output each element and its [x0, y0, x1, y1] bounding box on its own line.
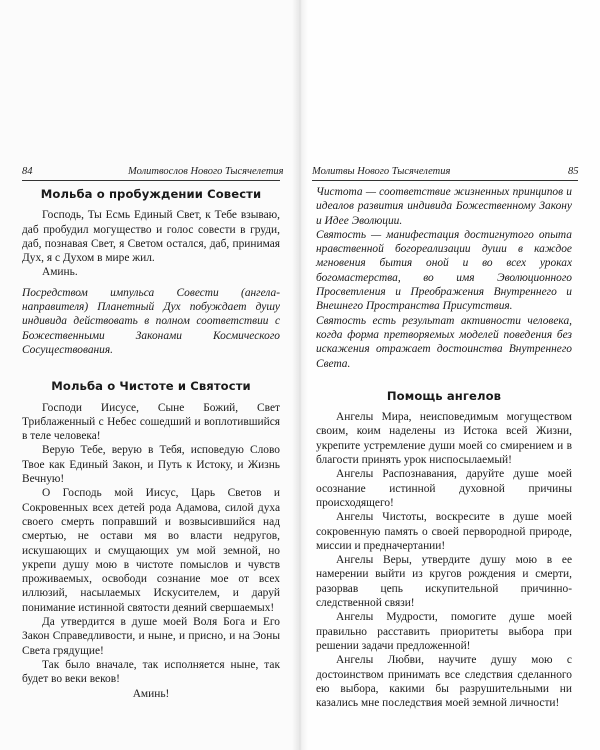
angels-peace: Ангелы Мира, неисповедимым могуществом своим, коим наделены из Истока всей Жизни, укрепите устремление души моей со смирением и в благости принять урок ниспосылаемый! [316, 411, 572, 467]
section-title-conscience: Мольба о пробуждении Совести [40, 187, 262, 201]
left-page-number: 84 [22, 166, 33, 177]
book-gutter [292, 0, 308, 750]
prayer-purity-p3: О Господь мой Иисус, Царь Светов и Сокровенных всех детей рода Адамова, силой духа своего смерть поправший и возвысившийся над смертью, не остави мя во власти недругов, искушающих и смущающих ум мой земной, но укрепи душу мою в чистоте помыслов и чувств проживаемых, освободи сознание мое от всех иллюзий, насылаемых Искусителем, и даруй понимание истинной святости деяний свершаемых! [22, 487, 280, 614]
prayer-conscience: Господь, Ты Есмь Единый Свет, к Тебе взываю, даб пробудил могущество и голос совести в груди, даб, познавая Свет, я Светом остался, даб, принимая Дух, я с Духом в мире жил. [22, 209, 280, 265]
angels-discernment: Ангелы Распознавания, даруйте душе моей осознание истинной духовной причины происходящего! [316, 468, 572, 509]
right-running-head: Молитвы Нового Тысячелетия [312, 166, 451, 177]
prayer-purity-p1: Господи Иисусе, Сыне Божий, Свет Триблаженный с Небес сошедший и воплотившийся в теле человека! [22, 401, 280, 443]
angels-purity: Ангелы Чистоты, воскресите в душе моей сокровенную память о своей первородной природе, миссии и предначертании! [316, 511, 572, 552]
right-header-rule [312, 180, 578, 181]
angels-wisdom: Ангелы Мудрости, помогите душе моей правильно расставить приоритеты выбора при решении задачи предложенной! [316, 611, 572, 652]
prayer-purity-p4: Да утвердится в душе моей Воля Бога и Его Закон Справедливости, и ныне, и присно, и на Эоны Света грядущие! [22, 616, 280, 657]
right-content [316, 185, 572, 710]
amen-conscience: Аминь. [42, 266, 78, 279]
note-conscience: Посредством импульса Совести (ангела-направителя) Планетный Дух побуждает душу индивида действовать в полном соответствии с Божественными Законами Космического Сосуществования. [22, 286, 280, 356]
section-title-purity: Мольба о Чистоте и Святости [51, 379, 251, 394]
angels-faith: Ангелы Веры, утвердите душу мою в ее намерении выйти из кругов рождения и смерти, разорвав цепь искупительной причинно-следственной связи! [316, 554, 572, 610]
section-title-angels: Помощь ангелов [386, 388, 502, 403]
angels-love: Ангелы Любви, научите душу мою с достоинством принимать все следствия сделанного ею выбора, какими бы разрушительными ни казались мне последствия моей земной личности! [316, 654, 572, 710]
prayer-purity-p5: Так было вначале, так исполняется ныне, так будет во веки веков! [22, 658, 280, 686]
left-content [22, 185, 280, 701]
left-running-head: Молитвослов Нового Тысячелетия [128, 166, 284, 177]
definition-holiness-result: Святость есть результат активности человека, когда форма претворяемых моделей поведения без искажения отражает достоинства Внутреннего Света. [316, 314, 572, 370]
definition-holiness: Святость — манифестация достигнутого опыта нравственной богореализации души в каждое мгновения бытия оной и во всех уроках богомастерства, во имя Эволюционного Просветления и Преображения Внутреннего и Внешнего Пространства Присутствия. [316, 228, 572, 313]
definition-purity: Чистота — соответствие жизненных принципов и идеалов развития индивида Божественному Закону и Идее Эволюции. [316, 186, 572, 227]
left-header-rule [22, 180, 280, 181]
prayer-purity-p2: Верую Тебе, верую в Тебя, исповедую Слово Твое как Единый Закон, и Путь к Истоку, и Жизнь Вечную! [22, 444, 280, 486]
right-page-number: 85 [568, 166, 579, 177]
amen-purity: Аминь! [132, 687, 170, 700]
